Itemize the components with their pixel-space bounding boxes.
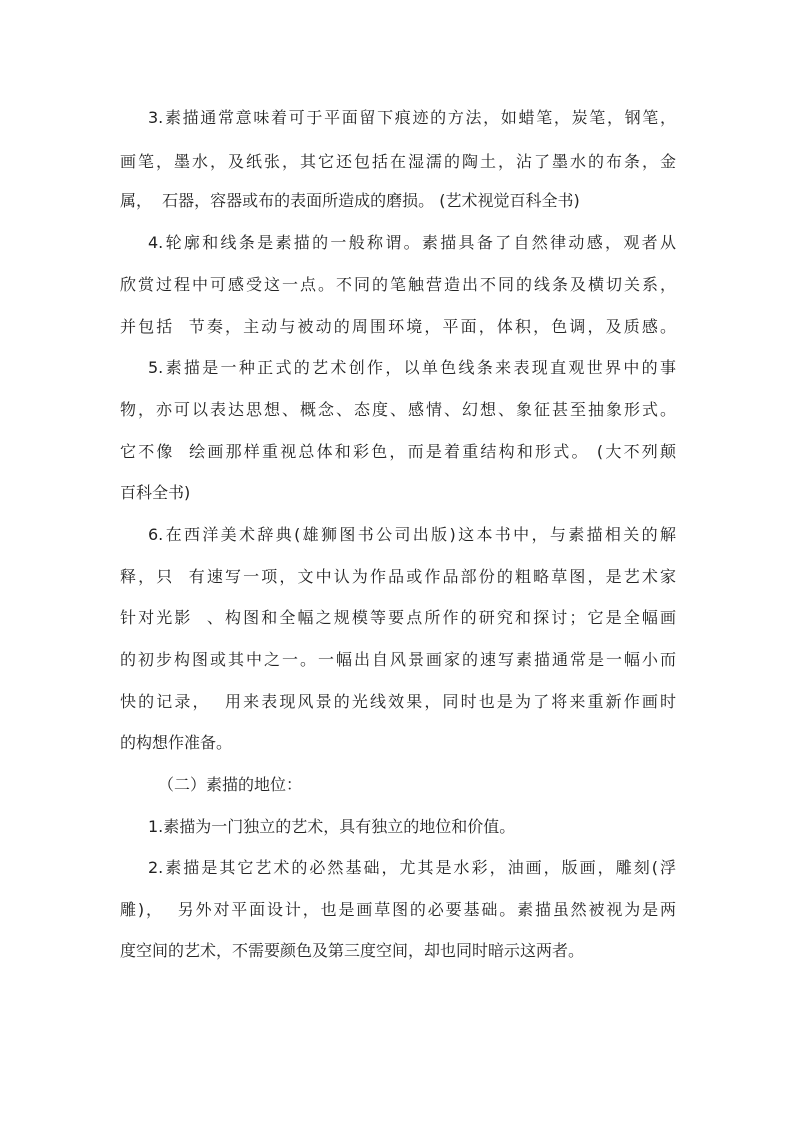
- text-line: 物，亦可以表达思想、概念、态度、感情、幻想、象征甚至抽象形式。: [120, 400, 676, 419]
- text-line: 1.素描为一门独立的艺术，具有独立的地位和价值。: [148, 817, 516, 836]
- text-line: 的初步构图或其中之一。一幅出自风景画家的速写素描通常是一幅小而: [120, 650, 676, 669]
- text-line: 雕)， 另外对平面设计，也是画草图的必要基础。素描虽然被视为是两: [120, 900, 676, 919]
- text-line: 度空间的艺术，不需要颜色及第三度空间，却也同时暗示这两者。: [120, 941, 585, 960]
- text-line: 它不像 绘画那样重视总体和彩色，而是着重结构和形式。 (大不列颠: [120, 442, 676, 461]
- text-line: 6.在西洋美术辞典(雄狮图书公司出版)这本书中，与素描相关的解: [148, 525, 676, 544]
- text-line: 释，只 有速写一项，文中认为作品或作品部份的粗略草图，是艺术家: [120, 567, 676, 586]
- text-line: 并包括 节奏，主动与被动的周围环境，平面，体积，色调，及质感。: [120, 317, 676, 336]
- text-line: 属， 石器，容器或布的表面所造成的磨损。 (艺术视觉百科全书): [120, 191, 580, 210]
- text-line: 画笔，墨水，及纸张，其它还包括在湿濡的陶土，沾了墨水的布条，金: [120, 152, 676, 171]
- text-line: 2.素描是其它艺术的必然基础，尤其是水彩，油画，版画，雕刻(浮: [148, 858, 676, 877]
- text-line: 百科全书): [120, 483, 191, 502]
- text-line: 4.轮廓和线条是素描的一般称谓。素描具备了自然律动感，观者从: [148, 233, 676, 252]
- text-line: 快的记录， 用来表现风景的光线效果，同时也是为了将来重新作画时: [120, 692, 676, 711]
- text-line: 的构想作准备。: [120, 733, 233, 752]
- text-line: 3.素描通常意味着可于平面留下痕迹的方法，如蜡笔，炭笔，钢笔，: [148, 108, 676, 127]
- text-line: 针对光影 、构图和全幅之规模等要点所作的研究和探讨；它是全幅画: [120, 608, 676, 627]
- section-heading: （二）素描的地位：: [158, 775, 303, 794]
- text-line: 5.素描是一种正式的艺术创作，以单色线条来表现直观世界中的事: [148, 358, 676, 377]
- text-line: 欣赏过程中可感受这一点。不同的笔触营造出不同的线条及横切关系，: [120, 275, 676, 294]
